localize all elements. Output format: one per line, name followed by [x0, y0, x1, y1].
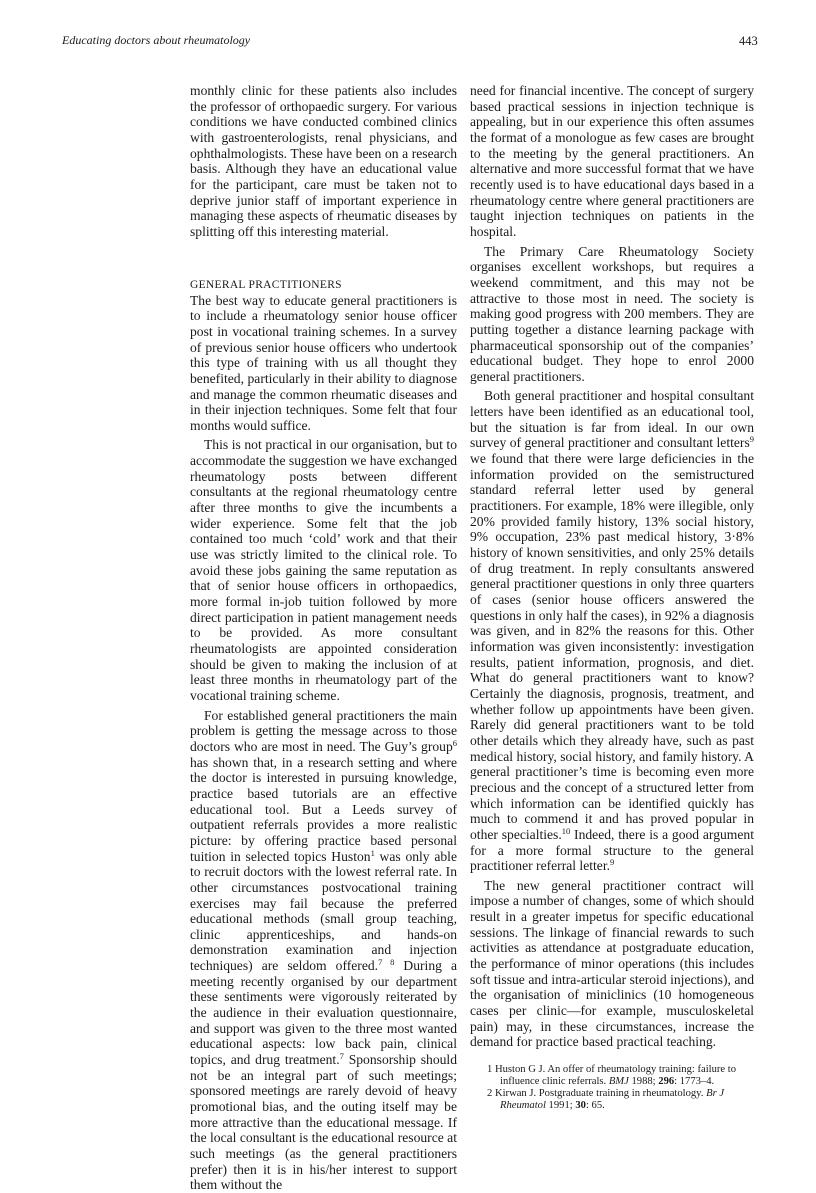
- reference-item: [482, 1088, 754, 1112]
- citation-superscript: 9: [610, 857, 615, 868]
- text-run: Sponsorship should not be an integral part of such meetings; sponsored meetings are rarely devoid of heavy promotional bias, and the outing itself may be more attractive than the educational message. If the local consultant is the educational resource at such meetings (as the general practitioners prefer) then it is in his/her interest to support them without the: [190, 1052, 458, 1193]
- text-run: we found that there were large deficiencies in the information provided on the semistructured standard referral letter used by general practitioners. For example, 18% were illegible, only 20% provided family history, 13% social history, 9% occupation, 23% past medical history, 3·8% history of known sensitivities, and only 25% details of drug treatment. In reply consultants answered general practitioner questions in only three quarters of cases (senior house officers answered the questions in only half the cases), in 92% a diagnosis was given, and in 82% the reasons for this. Other information was given inconsistently: investigation results, patient information, prognosis, and diet. What do general practitioners want to know? Certainly the diagnosis, prognosis, treatment, and whether follow up appointments have been given. Rarely did general practitioners want to be told other details which they already have, such as past medical history, social history, and family history. A general practitioner’s time is becoming even more precious and the concept of a structured letter from which information can be identified quickly has much to commend it and has proved popular in other specialties.: [470, 451, 754, 842]
- citation-superscript: 7: [339, 1051, 344, 1062]
- paragraph: [470, 388, 754, 873]
- citation-superscript: 1: [370, 847, 375, 858]
- text-run: Indeed, there is a good argument for a more formal structure to the general practitioner referral letter.: [470, 826, 754, 874]
- volume-number: 30: [575, 1100, 586, 1112]
- paragraph: [190, 437, 457, 703]
- text-run: 1991;: [545, 1100, 576, 1112]
- text-run: Both general practitioner and hospital consultant letters have been identified as an educational tool, but the situation is far from ideal. In our own survey of general practitioner and consultant letters: [470, 388, 754, 451]
- citation-superscript: 9: [749, 434, 754, 445]
- text-run: : 1773–4.: [674, 1076, 715, 1088]
- text-run: 1 Huston G J. An offer of rheumatology training: failure to influence clinic referrals.: [487, 1064, 737, 1088]
- reference-item: [482, 1064, 754, 1088]
- section-heading: GENERAL PRACTITIONERS: [190, 278, 342, 291]
- paragraph: [470, 878, 754, 1050]
- text-run: need for financial incentive. The concept of surgery based practical sessions in injection technique is appealing, but in our experience this often assumes the format of a monologue as few cases are brought to the meeting by the general practitioners. An alternative and more successful format that we have recently used is to have educational days based in a rheumatology centre where general practitioners are taught injection techniques on patients in the hospital.: [470, 83, 754, 239]
- text-run: During a meeting recently organised by our department these sentiments were vigorously reiterated by the audience in their evaluation questionnaire, and support was given to the three most wanted educational aspects: low back pain, clinical topics, and drug treatment.: [190, 958, 458, 1068]
- page-number: 443: [739, 34, 758, 48]
- text-run: has shown that, in a research setting and where the doctor is interested in pursuing knowledge, practice based tutorials are an effective educational tool. But a Leeds survey of outpatient referrals provides a more realistic picture: by offering practice based personal tuition in selected topics Huston: [190, 754, 457, 864]
- paragraph: [470, 244, 754, 385]
- text-run: For established general practitioners the main problem is getting the message across to those doctors who are most in need. The Guy’s group: [190, 707, 457, 754]
- text-run: The new general practitioner contract will impose a number of changes, some of which should result in a greater impetus for specific educational sessions. The linkage of financial rewards to such activities as attendance at postgraduate education, the performance of minor operations (this includes soft tissue and intra-articular steroid injections), and the organisation of miniclinics (10 homogeneous cases per clinic—for example, musculoskeletal pain) may, in these circumstances, increase the demand for practice based practical teaching.: [470, 877, 754, 1050]
- references: [470, 1064, 754, 1112]
- text-run: The best way to educate general practitioners is to include a rheumatology senior house officer post in vocational training schemes. In a survey of previous senior house officers who undertook this type of training with us all thought they benefited, particularly in their ability to diagnose and manage the common rheumatic diseases and in their injection techniques. Some felt that four months would suffice.: [190, 292, 457, 433]
- citation-superscript: 10: [561, 825, 571, 836]
- paragraph: [190, 708, 457, 1193]
- text-run: 1988;: [628, 1076, 659, 1088]
- text-run: The Primary Care Rheumatology Society organises excellent workshops, but requires a weekend commitment, and this may not be attractive to those most in need. The society is making good progress with 200 members. They are putting together a distance learning package with pharmaceutical sponsorship out of the companies’ educational budget. They hope to enrol 2000 general practitioners.: [470, 243, 754, 384]
- journal-title: BMJ: [608, 1076, 629, 1088]
- text-run: 2 Kirwan J. Postgraduate training in rheumatology.: [487, 1088, 707, 1100]
- text-run: : 65.: [585, 1100, 605, 1112]
- text-run: was only able to recruit doctors with the lowest referral rate. In other circumstances postvocational training exercises may fail because the preferred educational methods (small group teaching, clinic apprenticeships, and hands-on demonstration examination and injection techniques) are seldom offered.: [190, 848, 457, 974]
- left-column: [190, 83, 457, 1193]
- right-column: [470, 83, 754, 1112]
- running-title: Educating doctors about rheumatology: [62, 33, 251, 47]
- text-run: This is not practical in our organisation, but to accommodate the suggestion we have exchanged rheumatology posts between different consultants at the regional rheumatology centre after three months to give the incumbents a wider experience. Some felt that the job contained too much ‘cold’ work and that their use was strictly limited to the clinical role. To avoid these jobs gaining the same reputation as that of senior house officers in orthopaedics, more formal in-job tuition followed by more direct participation in patient management needs to be provided. As more consultant rheumatologists are appointed consideration should be given to making the inclusion of at least three months in rheumatology part of the vocational training scheme.: [190, 437, 457, 703]
- text-run: monthly clinic for these patients also includes the professor of orthopaedic surgery. For various conditions we have conducted combined clinics with gastroenterologists, renal physicians, and ophthalmologists. These have been on a research basis. Although they have an educational value for the participant, care must be taken not to deprive junior staff of important experience in managing these aspects of rheumatic diseases by splitting off this interesting material.: [190, 83, 457, 239]
- citation-superscript: 7 8: [378, 957, 395, 968]
- paragraph: [190, 83, 457, 240]
- citation-superscript: 6: [452, 737, 457, 748]
- paragraph: [470, 83, 754, 240]
- paragraph: [190, 293, 457, 434]
- volume-number: 296: [658, 1076, 675, 1088]
- journal-title: Br J Rheumatol: [500, 1088, 725, 1112]
